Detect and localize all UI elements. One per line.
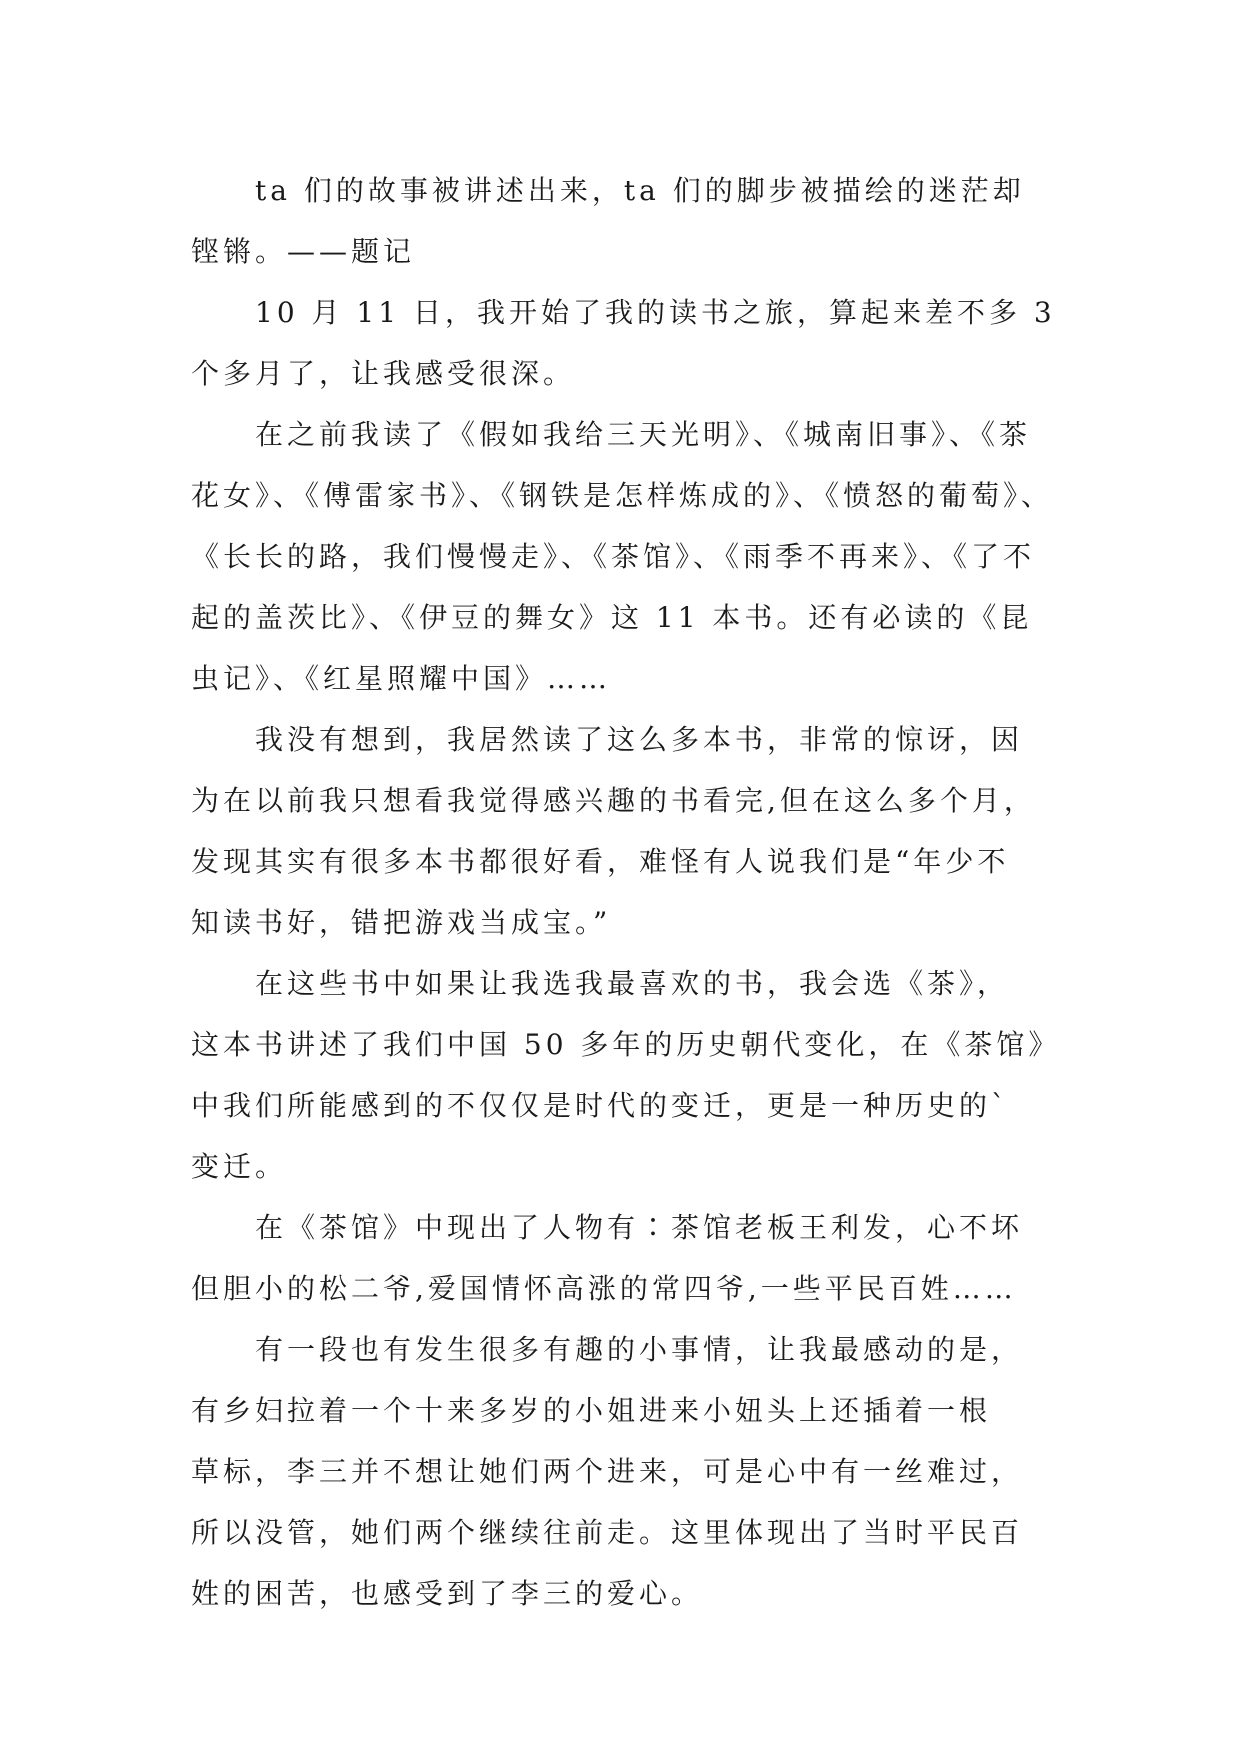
text-line: 在之前我读了《假如我给三天光明》、《城南旧事》、《茶 — [255, 418, 1032, 451]
text-line: 虫记》、《红星照耀中国》…… — [191, 662, 612, 695]
text-line: 中我们所能感到的不仅仅是时代的变迁，更是一种历史的` — [191, 1089, 1010, 1122]
paragraph-favorite-book — [191, 953, 1061, 1197]
text-line: 有一段也有发生很多有趣的小事情，让我最感动的是， — [255, 1333, 1024, 1366]
text-line: 这本书讲述了我们中国 50 多年的历史朝代变化，在《茶馆》 — [191, 1028, 1061, 1061]
paragraph-story — [191, 1319, 1051, 1624]
text-line: 姓的困苦，也感受到了李三的爱心。 — [191, 1577, 704, 1610]
text-line: 草标，李三并不想让她们两个进来，可是心中有一丝难过， — [191, 1455, 1024, 1488]
text-line: 知读书好，错把游戏当成宝。” — [191, 906, 612, 939]
text-line: 个多月了，让我感受很深。 — [191, 357, 576, 390]
paragraph-characters — [191, 1197, 1051, 1319]
text-line: 在这些书中如果让我选我最喜欢的书，我会选《茶》， — [255, 967, 1010, 1000]
text-line: 为在以前我只想看我觉得感兴趣的书看完,但在这么多个月， — [191, 784, 1036, 817]
text-line: 有乡妇拉着一个十来多岁的小姐进来小妞头上还插着一根 — [191, 1394, 992, 1427]
text-line: 起的盖茨比》、《伊豆的舞女》这 11 本书。还有必读的《昆 — [191, 601, 1033, 634]
text-line: 变迁。 — [191, 1150, 288, 1183]
paragraph-surprise — [191, 709, 1051, 953]
text-line: 铿锵。——题记 — [191, 235, 416, 268]
document-body — [191, 160, 1061, 1624]
text-line: ta 们的故事被讲述出来，ta 们的脚步被描绘的迷茫却 — [255, 174, 1025, 207]
text-line: 所以没管，她们两个继续往前走。这里体现出了当时平民百 — [191, 1516, 1024, 1549]
text-line: 但胆小的松二爷,爱国情怀高涨的常四爷,一些平民百姓…… — [191, 1272, 1017, 1305]
paragraph-book-list — [191, 404, 1054, 709]
text-line: 在《茶馆》中现出了人物有∶茶馆老板王利发，心不坏 — [255, 1211, 1024, 1244]
paragraph-epigraph — [191, 160, 1051, 282]
paragraph-start-date — [191, 282, 1056, 404]
text-line: 发现其实有很多本书都很好看，难怪有人说我们是“年少不 — [191, 845, 1010, 878]
text-line: 我没有想到，我居然读了这么多本书，非常的惊讶，因 — [255, 723, 1024, 756]
text-line: 10 月 11 日，我开始了我的读书之旅，算起来差不多 3 — [255, 296, 1056, 329]
text-line: 《长长的路，我们慢慢走》、《茶馆》、《雨季不再来》、《了不 — [191, 540, 1036, 573]
text-line: 花女》、《傅雷家书》、《钢铁是怎样炼成的》、《愤怒的葡萄》、 — [191, 479, 1054, 512]
